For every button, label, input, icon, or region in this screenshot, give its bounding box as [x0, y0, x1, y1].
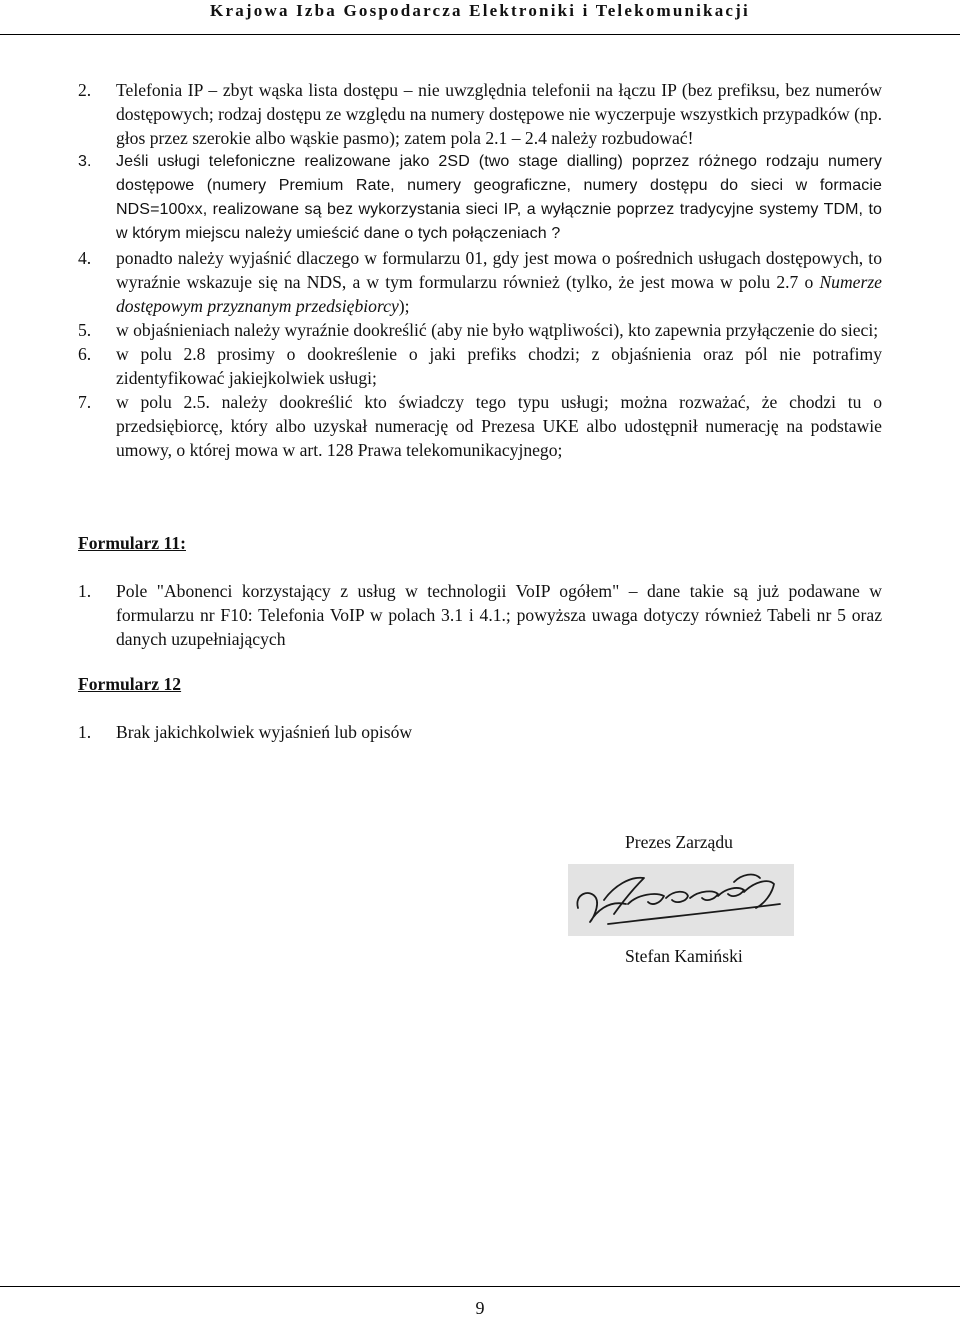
list-item — [78, 150, 882, 246]
item-text-run: ); — [398, 296, 410, 316]
item-text: Brak jakichkolwiek wyjaśnień lub opisów — [116, 722, 413, 742]
item-text — [116, 78, 882, 150]
item-text — [116, 342, 882, 390]
footer-divider — [0, 1286, 960, 1287]
list-item — [78, 78, 882, 150]
list-item — [78, 579, 882, 651]
item-number: 3. — [78, 153, 92, 170]
item-number: 2. — [78, 80, 92, 100]
item-text-run: w objaśnieniach należy wyraźnie dookreślić (aby nie było wątpliwości), kto zapewnia przyłączenie do sieci; — [116, 320, 879, 340]
header-title: Krajowa Izba Gospodarcza Elektroniki i Telekomunikacji — [210, 1, 750, 20]
item-number: 1. — [78, 722, 92, 742]
handwritten-signature — [568, 864, 794, 936]
item-number: 4. — [78, 248, 92, 268]
formularz-12-heading: Formularz 12 — [78, 674, 182, 694]
list-item — [78, 390, 882, 462]
item-text-run: ponadto należy wyjaśnić dlaczego w formularzu 01, gdy jest mowa o pośrednich usługach dostępowych, to wyraźnie wskazuje się na NDS, a w tym formularzu również (tylko, że jest mowa w polu 2.7 o — [116, 248, 882, 292]
comments-list — [78, 78, 882, 462]
list-item — [78, 720, 882, 744]
page-number: 9 — [475, 1298, 485, 1318]
signature-drawing — [568, 864, 794, 936]
item-text — [116, 246, 882, 318]
item-number: 6. — [78, 344, 92, 364]
signatory-name: Stefan Kamiński — [625, 946, 743, 966]
list-item — [78, 246, 882, 318]
signatory-role: Prezes Zarządu — [625, 832, 733, 852]
header-divider — [0, 34, 960, 35]
document-header — [0, 0, 960, 36]
formularz-11-heading: Formularz 11: — [78, 533, 186, 553]
item-text — [116, 150, 882, 246]
item-number: 7. — [78, 392, 92, 412]
item-number: 1. — [78, 581, 92, 601]
item-text — [116, 390, 882, 462]
item-text: Pole "Abonenci korzystający z usług w technologii VoIP ogółem" – dane takie są już podawane w formularzu nr F10: Telefonia VoIP w polach 3.1 i 4.1.; powyższa uwaga dotyczy również Tabeli nr 5 oraz danych uzupełniających — [116, 581, 882, 649]
list-item — [78, 318, 882, 342]
item-text-run: Jeśli usługi telefoniczne realizowane jako 2SD (two stage dialling) poprzez różnego rodzaju numery dostępowe (numery Premium Rate, numery geograficzne, numery dostępu do sieci w formacie NDS=100xx, realizowane są bez wykorzystania sieci IP, a wyłącznie poprzez tradycyjne systemy TDM, to w którym miejscu należy umieścić dane o tych połączeniach ? — [116, 153, 882, 242]
list-item — [78, 342, 882, 390]
item-number: 5. — [78, 320, 92, 340]
item-text-run: w polu 2.8 prosimy o dookreślenie o jaki prefiks chodzi; z objaśnienia oraz pól nie potrafimy zidentyfikować jakiejkolwiek usługi; — [116, 344, 882, 388]
formularz-11-list — [78, 579, 882, 651]
item-text — [116, 318, 882, 342]
formularz-12-list — [78, 720, 882, 744]
item-text-run: w polu 2.5. należy dookreślić kto świadczy tego typu usługi; można rozważać, że chodzi tu o przedsiębiorcę, który albo uzyskał numerację od Prezesa UKE albo udostępnił numerację na podstawie umowy, o której mowa w art. 128 Prawa telekomunikacyjnego; — [116, 392, 882, 460]
item-text-italic: Numerze dostępowym przyznanym przedsiębiorcy — [116, 272, 882, 316]
item-text-run: Telefonia IP – zbyt wąska lista dostępu – nie uwzględnia telefonii na łączu IP (bez prefiksu, bez numerów dostępowych; rodzaj dostępu ze względu na numery dostępowe nie wyczerpuje wszystkich przypadków (np. głos przez szerokie albo wąskie pasmo); zatem pola 2.1 – 2.4 należy rozbudować! — [116, 80, 882, 148]
